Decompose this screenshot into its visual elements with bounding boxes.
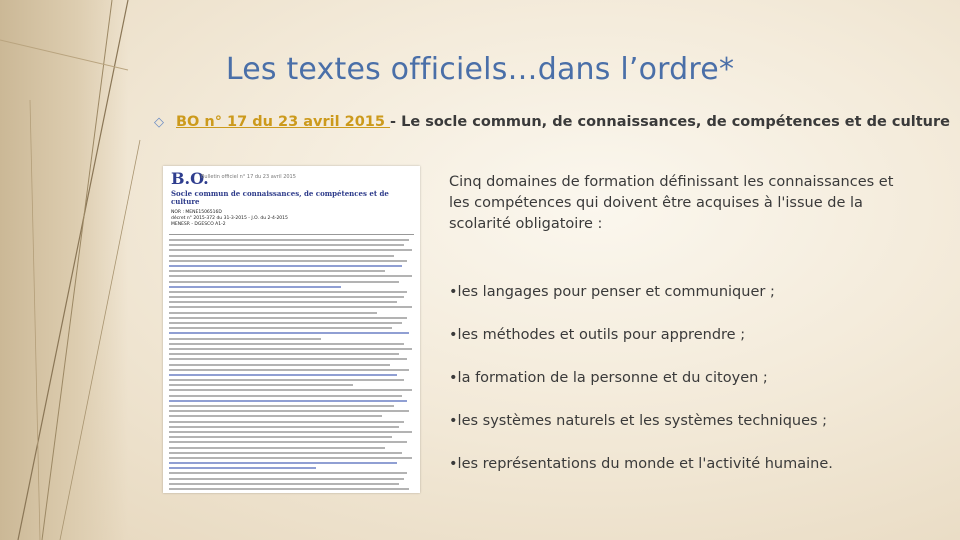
domain-item-3: •la formation de la personne et du citoyen ;: [449, 370, 768, 386]
doc-text-line: [169, 389, 412, 391]
doc-text-line: [169, 452, 402, 454]
slide-title: Les textes officiels…dans l’ordre*: [225, 52, 735, 87]
doc-text-line: [169, 353, 399, 355]
doc-text-line: [169, 447, 385, 449]
bo-logo: B.O.: [171, 169, 209, 188]
doc-text-line: [169, 322, 402, 324]
doc-text-line: [169, 358, 407, 360]
doc-subtitle: Bulletin officiel n° 17 du 23 avril 2015: [201, 174, 296, 180]
doc-text-line: [169, 441, 407, 443]
doc-text-line: [169, 317, 407, 319]
doc-text-line: [169, 239, 409, 241]
doc-meta-line: MENESR - DGESCO A1-2: [171, 222, 226, 227]
doc-text-line: [169, 343, 404, 345]
doc-text-line: [169, 415, 382, 417]
doc-text-line: [169, 301, 397, 303]
doc-text-line: [169, 421, 404, 423]
doc-text-line: [169, 306, 412, 308]
bulletin-description: - Le socle commun, de connaissances, de compétences et de culture: [390, 114, 950, 130]
doc-text-line: [169, 478, 404, 480]
domains-intro: Cinq domaines de formation définissant les connaissances et les compétences qui doivent être acquises à l'issue de la scolarité obligatoire :: [449, 174, 894, 232]
doc-text-line: [169, 410, 409, 412]
doc-text-line: [169, 265, 402, 267]
diamond-bullet-icon: ◇: [154, 115, 164, 130]
doc-text-line: [169, 332, 409, 334]
doc-text-line: [169, 364, 390, 366]
doc-meta: [171, 210, 288, 228]
doc-text-line: [169, 405, 394, 407]
domains-intro-block: [449, 172, 899, 235]
doc-heading: Socle commun de connaissances, de compétences et de culture: [171, 189, 389, 206]
doc-text-line: [169, 296, 404, 298]
doc-text-line: [169, 338, 321, 340]
doc-text-line: [169, 249, 412, 251]
doc-text-line: [169, 291, 407, 293]
domain-item-4: •les systèmes naturels et les systèmes techniques ;: [449, 413, 828, 429]
doc-text-line: [169, 281, 399, 283]
doc-text-line: [169, 400, 407, 402]
doc-meta-line: décret n° 2015-372 du 31-3-2015 - J.O. du 2-4-2015: [171, 216, 288, 221]
doc-text-line: [169, 436, 392, 438]
doc-text-line: [169, 369, 409, 371]
doc-divider: [169, 234, 414, 235]
doc-text-line: [169, 374, 397, 376]
bo-link[interactable]: BO n° 17 du 23 avril 2015: [176, 114, 391, 130]
doc-text-line: [169, 467, 316, 469]
doc-text-line: [169, 255, 394, 257]
doc-text-line: [169, 286, 341, 288]
doc-text-line: [169, 379, 404, 381]
domain-item-5: •les représentations du monde et l'activité humaine.: [449, 456, 833, 472]
doc-text-line: [169, 462, 397, 464]
doc-text-line: [169, 488, 409, 490]
doc-text-line: [169, 431, 412, 433]
doc-text-line: [169, 483, 399, 485]
doc-text-line: [169, 327, 392, 329]
doc-meta-line: NOR : MENE1506516D: [171, 210, 222, 215]
doc-text-line: [169, 395, 402, 397]
doc-body-text: [169, 239, 414, 493]
doc-text-line: [169, 244, 404, 246]
doc-text-line: [169, 275, 412, 277]
doc-text-line: [169, 348, 412, 350]
doc-text-line: [169, 312, 377, 314]
doc-text-line: [169, 270, 385, 272]
doc-text-line: [169, 457, 412, 459]
doc-text-line: [169, 260, 407, 262]
doc-text-line: [169, 426, 399, 428]
domain-item-2: •les méthodes et outils pour apprendre ;: [449, 327, 746, 343]
document-thumbnail: [163, 166, 420, 493]
doc-text-line: [169, 384, 353, 386]
bulletin-reference: [154, 114, 950, 130]
doc-text-line: [169, 472, 407, 474]
domain-item-1: •les langages pour penser et communiquer ;: [449, 284, 775, 300]
